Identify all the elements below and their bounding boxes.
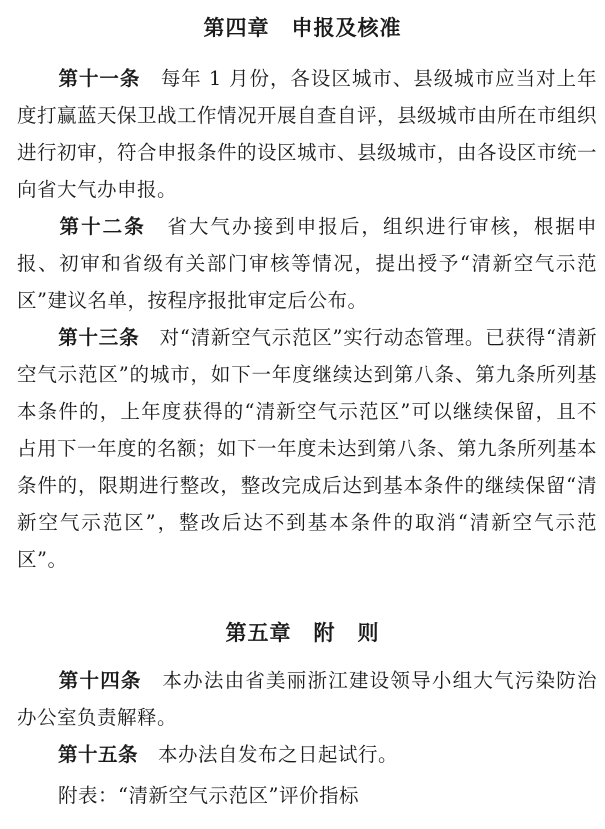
article-label: 第十五条 [58, 743, 139, 766]
article-text: 本办法由省美丽浙江建设领导小组大气污染防治办公室负责解释。 [17, 669, 597, 729]
article-11 [17, 60, 597, 208]
article-label: 第十一条 [58, 67, 141, 90]
article-label: 第十三条 [58, 326, 140, 349]
article-text: 本办法自发布之日起试行。 [158, 743, 399, 766]
chapter-4-title: 第四章 申报及核准 [203, 16, 402, 40]
chapter-5-title: 第五章 附 则 [225, 621, 380, 645]
attachment-text: 附表：“清新空气示范区”评价指标 [58, 784, 359, 807]
article-label: 第十四条 [58, 669, 142, 692]
article-text: 对“清新空气示范区”实行动态管理。已获得“清新空气示范区”的城市，如下一年度继续达到第八条、第九条所列基本条件的，上年度获得的“清新空气示范区”可以继续保留，且不占用下一年度的名额；如下一年度未达到第八条、第九条所列基本条件的，限期进行整改，整改完成后达到基本条件的继续保留“清新空气示范区”，整改后达不到基本条件的取消“清新空气示范区”。 [17, 326, 598, 571]
article-label: 第十二条 [58, 215, 146, 238]
article-13 [17, 319, 597, 578]
article-text: 省大气办接到申报后，组织进行审核，根据申报、初审和省级有关部门审核等情况，提出授予“清新空气示范区”建议名单，按程序报批审定后公布。 [17, 215, 597, 312]
article-15 [17, 736, 597, 773]
article-14 [17, 662, 597, 736]
article-text: 每年 1 月份，各设区城市、县级城市应当对上年度打赢蓝天保卫战工作情况开展自查自评，县级城市由所在市组织进行初审，符合申报条件的设区城市、县级城市，由各设区市统一向省大气办申报。 [17, 67, 598, 201]
article-12 [17, 208, 597, 319]
attachment-note [17, 777, 597, 814]
